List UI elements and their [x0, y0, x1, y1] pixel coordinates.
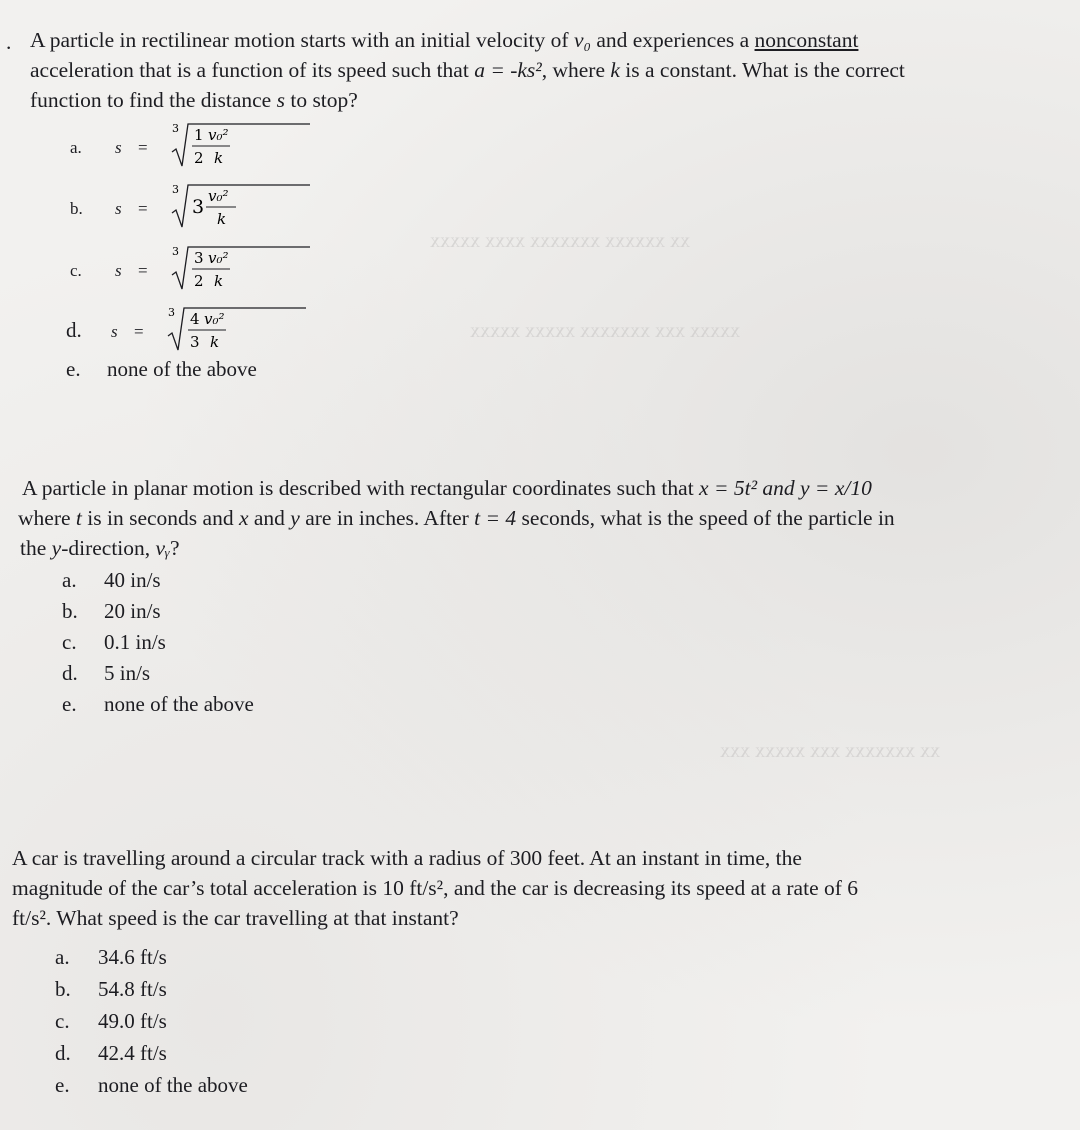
svg-text:3: 3 — [194, 249, 204, 267]
bleed-through-decoration: xx xxxxxx xxxxxxx xxxx xxxxx — [430, 230, 690, 252]
question-2-option-d[interactable]: d. 5 in/s — [62, 661, 151, 685]
option-variable: s — [115, 261, 122, 280]
svg-text:3: 3 — [190, 333, 200, 351]
radical-sign — [172, 247, 310, 289]
question-3-stem — [12, 843, 1072, 933]
question-1-option-e[interactable] — [66, 357, 257, 382]
option-letter: a. — [70, 138, 82, 157]
option-equals: = — [138, 261, 148, 280]
root-index: 3 — [172, 245, 179, 258]
svg-text:2: 2 — [194, 272, 204, 290]
bleed-through-decoration: xx xxxxxxx xxx xxxxx xxx — [720, 740, 940, 762]
question-1-stem-line-2: acceleration that is a function of its speed such that a = -ks², where k is a constant. What is the correct — [30, 58, 905, 82]
question-3-stem-line-3: ft/s². What speed is the car travelling at that instant? — [12, 906, 459, 930]
svg-text:k: k — [217, 210, 227, 228]
option-variable: s — [115, 138, 122, 157]
svg-text:2: 2 — [194, 149, 204, 167]
radical-sign — [168, 308, 306, 350]
question-3-option-e[interactable]: e. none of the above — [55, 1073, 248, 1097]
option-letter: e. — [66, 357, 81, 381]
question-2-stem-line-1: A particle in planar motion is described with rectangular coordinates such that x = 5t² and y = x/10 — [22, 476, 872, 500]
svg-text:1: 1 — [194, 126, 204, 144]
question-3-stem-line-2: magnitude of the car’s total acceleration is 10 ft/s², and the car is decreasing its speed at a rate of 6 — [12, 876, 859, 900]
root-index: 3 — [168, 306, 175, 319]
svg-text:v₀²: v₀² — [208, 249, 229, 267]
root-index: 3 — [172, 183, 179, 196]
svg-text:k: k — [214, 272, 224, 290]
cube-root-fraction — [170, 241, 320, 297]
question-1-stem — [30, 25, 1070, 115]
option-variable: s — [115, 199, 122, 218]
option-equals: = — [138, 199, 148, 218]
cube-root-fraction — [170, 118, 320, 174]
question-2-stem — [18, 473, 1072, 563]
svg-text:4: 4 — [190, 310, 200, 328]
svg-text:v₀²: v₀² — [208, 187, 229, 205]
question-3-option-b[interactable]: b. 54.8 ft/s — [55, 977, 167, 1001]
question-3-option-d[interactable]: d. 42.4 ft/s — [55, 1041, 167, 1065]
nonconstant-underlined: nonconstant — [754, 28, 859, 52]
question-3-stem-line-1: A car is travelling around a circular track with a radius of 300 feet. At an instant in time, the — [12, 846, 802, 870]
question-2-option-a[interactable]: a. 40 in/s — [62, 568, 161, 592]
cube-root-fraction — [170, 179, 320, 235]
question-2-option-b[interactable]: b. 20 in/s — [62, 599, 161, 623]
option-letter: b. — [70, 199, 83, 218]
question-2-stem-line-2: where t is in seconds and x and y are in inches. After t = 4 seconds, what is the speed of the particle in — [18, 506, 895, 530]
option-text: none of the above — [107, 357, 257, 381]
question-2-option-e[interactable]: e. none of the above — [62, 692, 254, 716]
cube-root-fraction — [166, 302, 316, 358]
question-1-stem-line-1: A particle in rectilinear motion starts with an initial velocity of v₀ and experiences a nonconstant — [30, 28, 859, 52]
radical-sign — [172, 124, 310, 166]
question-3-option-a[interactable]: a. 34.6 ft/s — [55, 945, 167, 969]
option-letter: c. — [70, 261, 82, 280]
question-2-stem-line-3: the y-direction, vᵧ? — [20, 536, 180, 560]
option-letter: d. — [66, 318, 82, 342]
root-index: 3 — [172, 122, 179, 135]
svg-text:k: k — [210, 333, 220, 351]
coefficient: 3 — [192, 196, 205, 218]
option-variable: s — [111, 322, 118, 341]
question-1-bullet: . — [6, 30, 12, 54]
question-3-option-c[interactable]: c. 49.0 ft/s — [55, 1009, 167, 1033]
question-1-stem-line-3: function to find the distance s to stop? — [30, 88, 358, 112]
question-2-option-c[interactable]: c. 0.1 in/s — [62, 630, 166, 654]
svg-text:v₀²: v₀² — [204, 310, 225, 328]
svg-text:v₀²: v₀² — [208, 126, 229, 144]
option-equals: = — [134, 322, 144, 341]
option-equals: = — [138, 138, 148, 157]
svg-text:k: k — [214, 149, 224, 167]
bleed-through-decoration: xxxxx xxx xxxxxxx xxxxx xxxxx — [470, 320, 740, 342]
